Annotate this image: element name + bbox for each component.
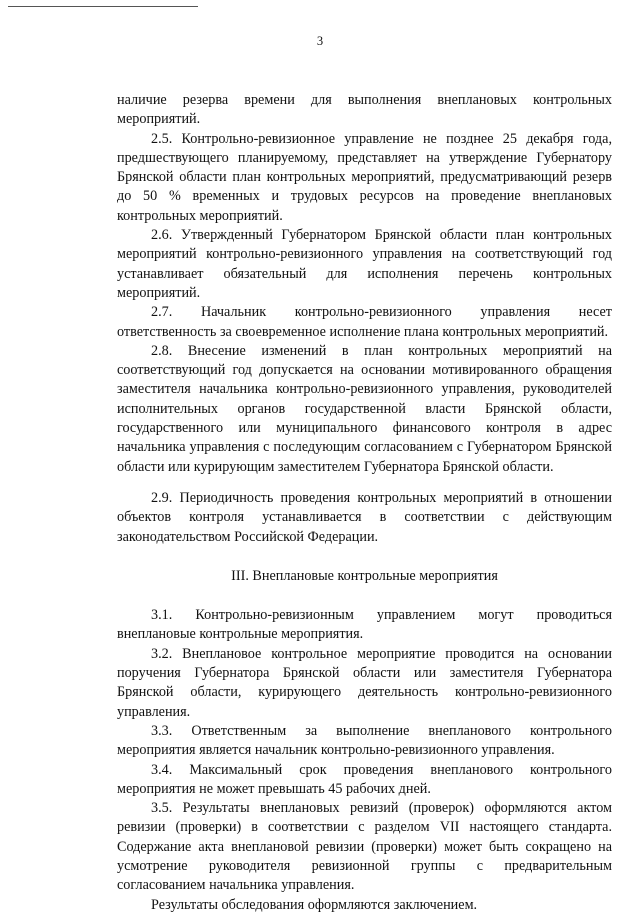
paragraph-2-6: 2.6. Утвержденный Губернатором Брянской области план контрольных мероприятий контрольно-ревизионного управления на соответствующий год устанавливает обязательный для исполнения перечень контрольных мероприятий. [117, 227, 612, 301]
document-body [117, 91, 612, 915]
paragraph-2-7: 2.7. Начальник контрольно-ревизионного управления несет ответственность за своевременное исполнение плана контрольных мероприятий. [117, 304, 612, 340]
paragraph-3-4: 3.4. Максимальный срок проведения внепланового контрольного мероприятия не может превышать 45 рабочих дней. [117, 761, 612, 797]
header-rule [8, 6, 198, 7]
paragraph-continuation: наличие резерва времени для выполнения внеплановых контрольных мероприятий. [117, 92, 612, 128]
paragraph-3-2: 3.2. Внеплановое контрольное мероприятие проводится на основании поручения Губернатора Брянской области или заместителя Губернатора Брянской области, курирующего деятельность контрольно-ревизионного управления. [117, 645, 612, 720]
paragraph-results: Результаты обследования оформляются заключением. [151, 896, 478, 913]
paragraph-3-1: 3.1. Контрольно-ревизионным управлением могут проводиться внеплановые контрольные мероприятия. [117, 607, 612, 643]
page-number: 3 [316, 34, 324, 48]
paragraph-2-8: 2.8. Внесение изменений в план контрольных мероприятий на соответствующий год допускается на основании мотивированного обращения заместителя начальника контрольно-ревизионного управления, руководителей исполнительных органов государственной власти Брянской области, государственного или муниципального финансового контроля в адрес начальника управления с последующим согласованием с Губернатором Брянской области или курирующим заместителем Губернатора Брянской области. [117, 342, 612, 475]
paragraph-3-5: 3.5. Результаты внеплановых ревизий (проверок) оформляются актом ревизии (проверки) в соответствии с разделом VII настоящего стандарта. Содержание акта внеплановой ревизии (проверки) может быть сокращено на усмотрение руководителя ревизионной группы с предварительным согласованием начальника управления. [117, 800, 612, 894]
paragraph-3-3: 3.3. Ответственным за выполнение внепланового контрольного мероприятия является начальник контрольно-ревизионного управления. [117, 722, 612, 759]
paragraph-2-9: 2.9. Периодичность проведения контрольных мероприятий в отношении объектов контроля устанавливается в соответствии с действующим законодательством Российской Федерации. [117, 489, 612, 545]
section-title: III. Внеплановые контрольные мероприятия [231, 567, 498, 584]
paragraph-2-5: 2.5. Контрольно-ревизионное управление не позднее 25 декабря года, предшествующего планируемому, представляет на утверждение Губернатору Брянской области план контрольных мероприятий, предусматривающий резерв до 50 % временных и трудовых ресурсов на проведение внеплановых контрольных мероприятий. [117, 130, 612, 224]
